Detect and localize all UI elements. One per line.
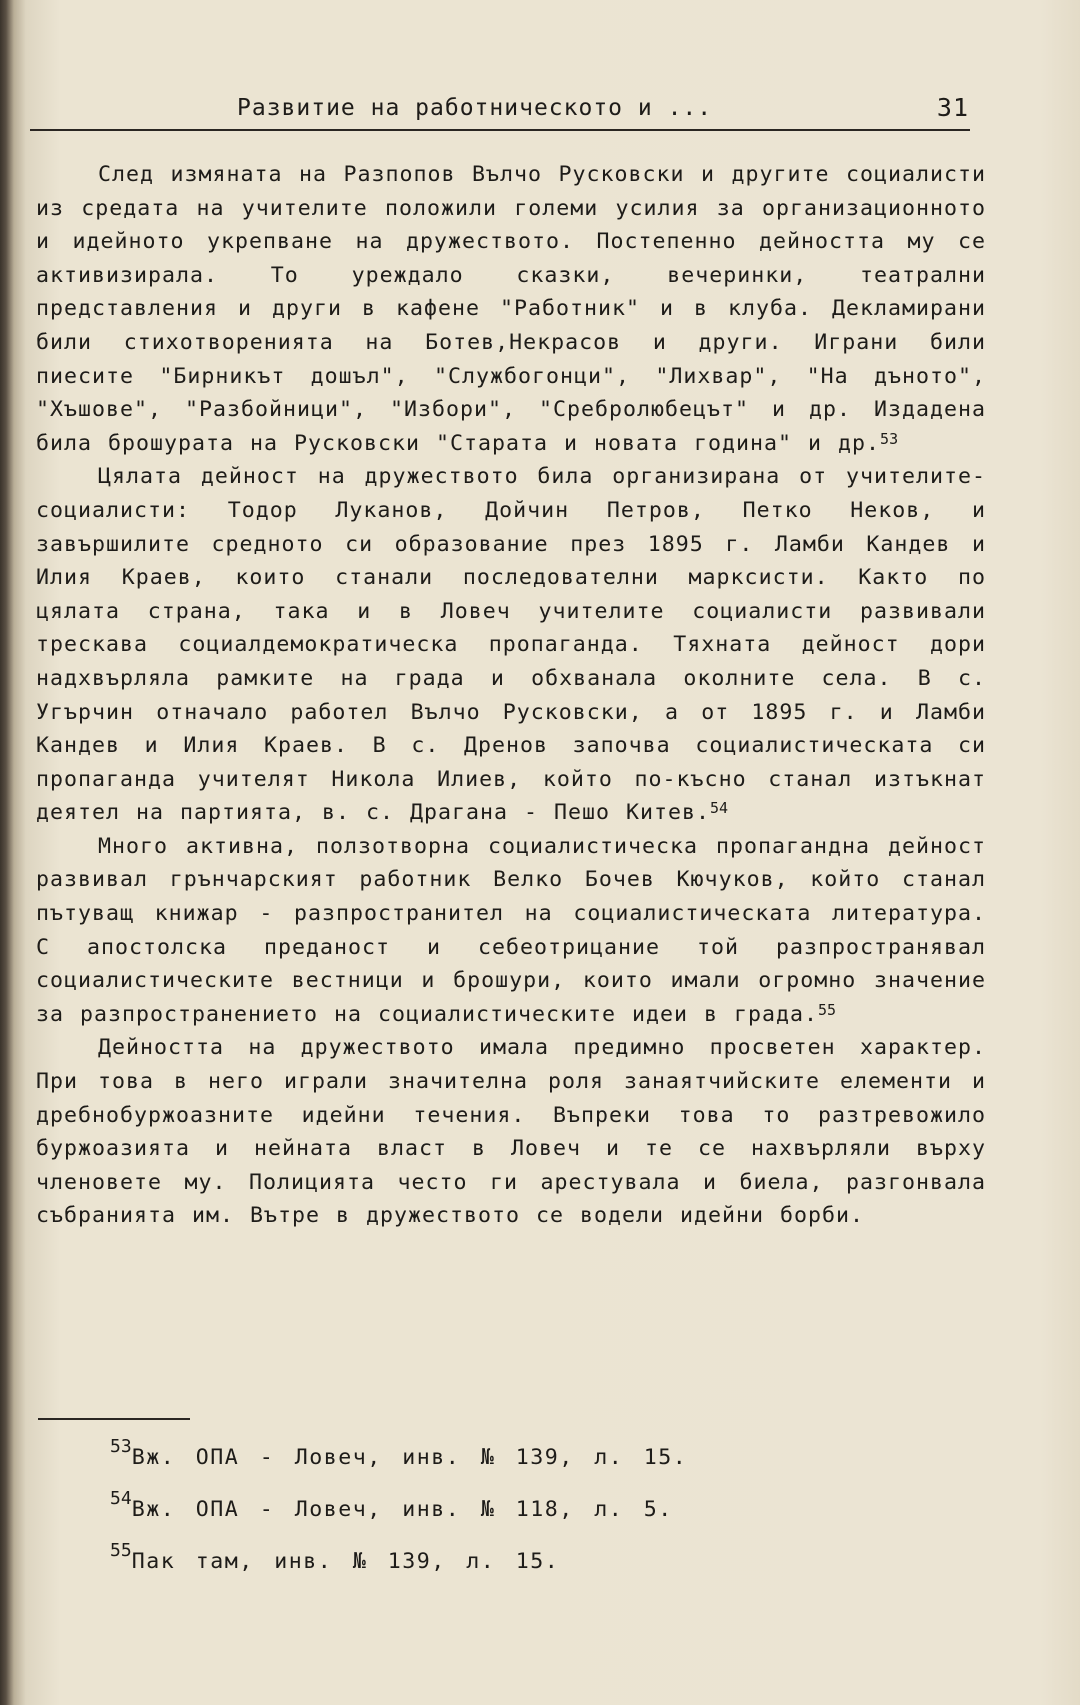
paragraph bbox=[36, 1031, 986, 1233]
body-text bbox=[36, 158, 986, 1233]
paragraph-text: Дейността на дружеството имала предимно просветен характер. При това в него играли значителна роля занаятчийските елементи и дребнобуржоазните идейни течения. Въпреки това то разтревожило буржоазията и нейната власт в Ловеч и те се нахвърляли върху членовете му. Полицията често ги арестувала и биела, разгонвала събранията им. Вътре в дружеството се водели идейни борби. bbox=[36, 1035, 986, 1229]
footnotes bbox=[110, 1432, 970, 1588]
footnote-marker: 54 bbox=[710, 799, 729, 818]
running-header bbox=[235, 93, 969, 127]
footnote-53 bbox=[110, 1432, 970, 1484]
paragraph-text: След измяната на Разпопов Вълчо Русковски и другите социалисти из средата на учителите положили големи усилия за организационното и идейното укрепване на дружеството. Постепенно дейността му се активизирала. То уреждало сказки, вечеринки, театрални представления и други в кафене "Работник" и в клуба. Декламирани били стихотворенията на Ботев,Некрасов и други. Играни били пиесите "Бирникът дошъл", "Службогонци", "Лихвар", "На дъното", "Хъшове", "Разбойници", "Избори", "Сребролюбецът" и др. Издадена била брошурата на Русковски "Старата и новата година" и др. bbox=[36, 162, 986, 456]
paragraph bbox=[36, 460, 986, 830]
footnote-54 bbox=[110, 1484, 970, 1536]
page-number: 31 bbox=[936, 93, 969, 122]
footnote-number: 54 bbox=[110, 1488, 132, 1509]
footnote-55 bbox=[110, 1536, 970, 1588]
footnote-marker: 55 bbox=[818, 1000, 837, 1019]
paragraph bbox=[36, 830, 986, 1032]
paragraph-text: Много активна, ползотворна социалистическа пропагандна дейност развивал грънчарският работник Велко Бочев Кючуков, който станал пътуващ книжар - разпространител на социалистическата литература. С апостолска преданост и себеотрицание той разпространявал социалистическите вестници и брошури, които имали огромно значение за разпространението на социалистическите идеи в града. bbox=[36, 833, 986, 1027]
footnote-text: Вж. ОПА - Ловеч, инв. № 118, л. 5. bbox=[131, 1497, 673, 1522]
footnote-separator bbox=[38, 1418, 190, 1420]
footnote-number: 53 bbox=[110, 1436, 132, 1457]
header-rule bbox=[30, 129, 970, 131]
paragraph-text: Цялата дейност на дружеството била организирана от учителите-социалисти: Тодор Луканов, Дойчин Петров, Петко Неков, и завършилите средното си образование през 1895 г. Ламби Кандев и Илия Краев, които станали последователни марксисти. Както по цялата страна, така и в Ловеч учителите социалисти развивали трескава социалдемократическа пропаганда. Тяхната дейност дори надхвърляла рамките на града и обхванала околните села. В с. Угърчин отначало работел Вълчо Русковски, а от 1895 г. и Ламби Кандев и Илия Краев. В с. Дренов започва социалистическата си пропаганда учителят Никола Илиев, който по-късно станал изтъкнат деятел на партията, в. с. Драгана - Пешо Китев. bbox=[36, 464, 986, 826]
footnote-number: 55 bbox=[110, 1540, 132, 1561]
paragraph bbox=[36, 158, 986, 460]
running-title: Развитие на работническото и ... bbox=[237, 95, 713, 121]
footnote-text: Вж. ОПА - Ловеч, инв. № 139, л. 15. bbox=[131, 1445, 688, 1470]
footnote-marker: 53 bbox=[880, 429, 899, 448]
footnote-text: Пак там, инв. № 139, л. 15. bbox=[131, 1549, 560, 1574]
